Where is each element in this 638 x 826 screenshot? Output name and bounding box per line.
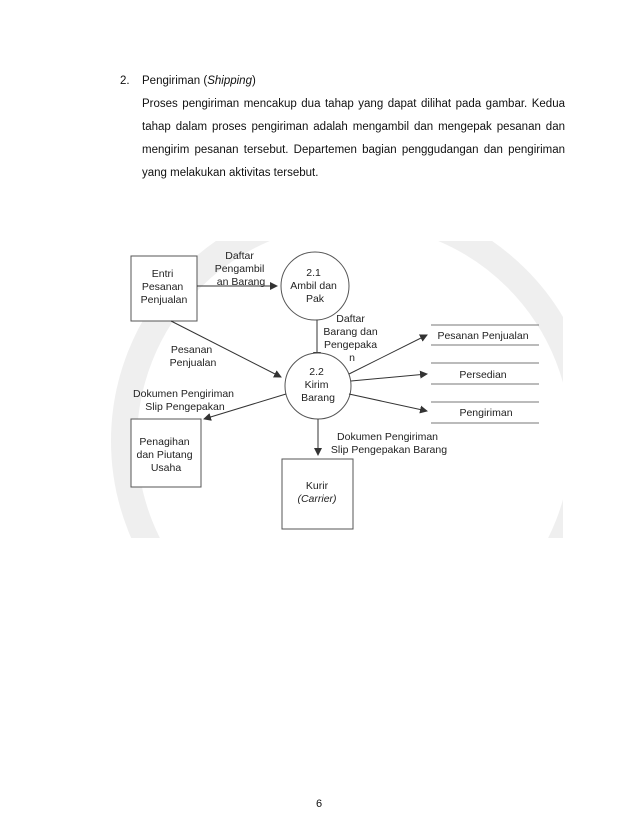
section-heading: [120, 70, 565, 93]
dfd-figure: [109, 241, 563, 538]
process-ambil-pak-label: 2.1 Ambil dan Pak: [290, 267, 337, 305]
process-kirim-barang-label: 2.2 Kirim Barang: [301, 366, 335, 404]
section-title-italic: Shipping: [207, 75, 252, 87]
entity-entri-label: Entri Pesanan Penjualan: [140, 268, 188, 306]
store-pesanan-label: Pesanan Penjualan: [437, 330, 529, 342]
section-title-end: ): [251, 75, 256, 87]
entity-kurir-sublabel: (Carrier): [297, 493, 337, 505]
store-persedian-label: Persedian: [459, 369, 507, 381]
flow-to-persedian-arrow: [351, 374, 427, 381]
entity-penagihan-label: Penagihan dan Piutang Usaha: [136, 436, 193, 474]
section-shipping: [120, 70, 565, 185]
dfd-diagram: [109, 241, 563, 538]
flow-daftar-pengambilan-label: Daftar Pengambil an Barang: [214, 250, 266, 288]
section-title: Pengiriman (: [142, 75, 208, 87]
section-paragraph: Proses pengiriman mencakup dua tahap yang dapat dilihat pada gambar. Kedua tahap dalam proses pengiriman adalah mengambil dan mengepak pesanan dan mengirim pesanan tersebut. Departemen bagian penggudangan dan pengiriman yang melakukan aktivitas tersebut.: [142, 98, 565, 179]
flow-dokumen-bottom-label: Dokumen Pengiriman Slip Pengepakan Barang: [330, 431, 448, 456]
section-number: 2.: [120, 75, 130, 87]
flow-to-pengiriman-arrow: [349, 394, 427, 411]
flow-dokumen-left-label: Dokumen Pengiriman Slip Pengepakan: [133, 388, 235, 413]
flow-pesanan-label: Pesanan Penjualan: [169, 344, 217, 369]
flow-daftar-barang-label: Daftar Barang dan Pengepaka n: [323, 313, 378, 364]
entity-kurir-label: Kurir: [305, 480, 329, 492]
page-number: 6: [315, 798, 323, 810]
store-pengiriman-label: Pengiriman: [459, 407, 513, 419]
